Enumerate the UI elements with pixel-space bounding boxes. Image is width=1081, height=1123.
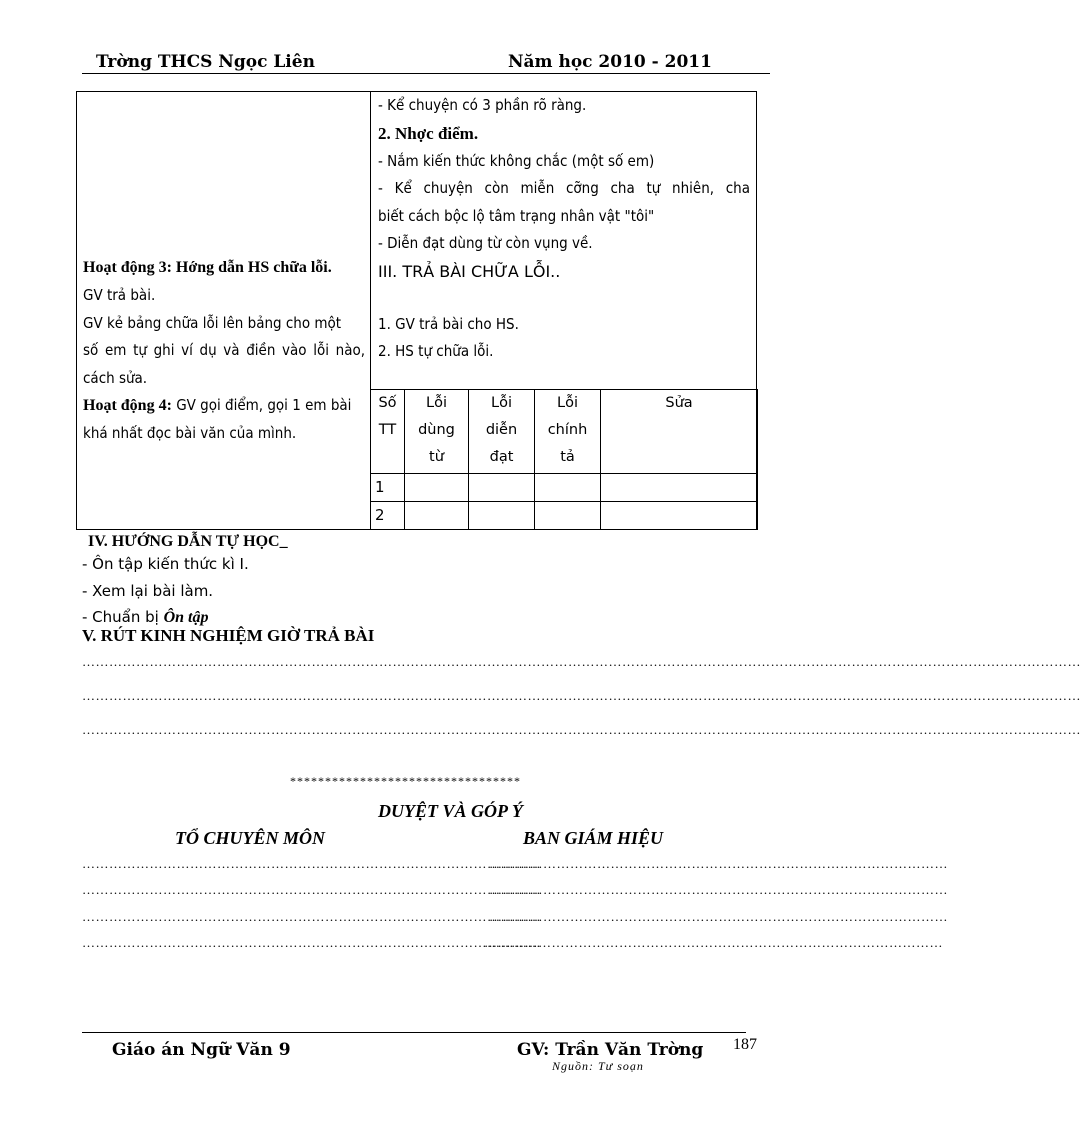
section-4-item: - Ôn tập kiến thức kì I.	[82, 555, 249, 573]
signature-line: …………………………………………………………………………………………	[489, 856, 948, 871]
row-number: 1	[371, 474, 405, 502]
section-5-title: V. RÚT KINH NGHIỆM GIỜ TRẢ BÀI	[82, 626, 375, 645]
footer-rule	[82, 1032, 746, 1033]
content-column	[371, 92, 757, 530]
content-line: - Diễn đạt dùng từ còn vụng về.	[378, 234, 593, 252]
section-4-title: IV. HƯỚNG DẪN TỰ HỌC_	[88, 533, 288, 550]
section-4-item: - Xem lại bài làm.	[82, 582, 214, 600]
error-table	[370, 389, 758, 530]
activity-line: GV kẻ bảng chữa lỗi lên bảng cho một	[83, 313, 342, 332]
content-line: 2. HS tự chữa lỗi.	[378, 342, 494, 360]
header-cell: Lỗi dùng từ	[405, 390, 469, 474]
signature-line: …………………………………………………………………………………………	[82, 856, 541, 871]
table-cell	[601, 502, 758, 530]
lesson-table	[76, 91, 757, 530]
section-3-heading: III. TRẢ BÀI CHỮA LỖI..	[378, 261, 561, 281]
signature-line: …………………………………………………………………………………………	[484, 935, 943, 950]
signature-line: …………………………………………………………………………………………	[489, 909, 948, 924]
header-cell: Lỗi diễn đạt	[469, 390, 535, 474]
activity-line: số em tự ghi ví dụ và điền vào lỗi nào, cách sửa.	[83, 341, 365, 387]
table-cell	[469, 502, 535, 530]
weakness-heading: 2. Nhợc điểm.	[378, 123, 479, 143]
table-cell	[535, 474, 601, 502]
activity-4-text: GV gọi điểm, gọi 1 em bài khá nhất đọc bài văn của mình.	[83, 396, 352, 442]
school-year: Năm học 2010 - 2011	[508, 52, 712, 72]
section-4-item: - Chuẩn bị	[82, 608, 164, 626]
row-number: 2	[371, 502, 405, 530]
table-cell	[469, 474, 535, 502]
content-line: - Kể chuyện có 3 phần rõ ràng.	[378, 96, 587, 114]
table-cell	[405, 474, 469, 502]
header-rule	[82, 73, 770, 74]
separator-stars: *********************************	[290, 774, 521, 788]
table-cell	[535, 502, 601, 530]
header-cell: Sửa	[601, 390, 758, 474]
header-cell: Số TT	[371, 390, 405, 474]
dotted-line: ……………………………………………………………………………………………………………………………………………………………………………………………………	[82, 654, 1081, 669]
source-note: Nguồn: Tư soạn	[552, 1059, 644, 1073]
activity-column	[77, 92, 371, 530]
content-line: - Nắm kiến thức không chắc (một số em)	[378, 151, 655, 170]
review-title: DUYỆT VÀ GÓP Ý	[378, 801, 523, 821]
header-cell: Lỗi chính tả	[535, 390, 601, 474]
review-topic: Ôn tập	[163, 609, 209, 626]
signature-line: …………………………………………………………………………………………	[82, 909, 541, 924]
signature-line: …………………………………………………………………………………………	[82, 935, 541, 950]
footer-author: GV: Trần Văn Trờng	[517, 1040, 704, 1060]
review-left-title: TỔ CHUYÊN MÔN	[175, 828, 326, 848]
content-line: 1. GV trả bài cho HS.	[378, 314, 519, 333]
footer-title: Giáo án Ngữ Văn 9	[112, 1040, 291, 1060]
dotted-line: ……………………………………………………………………………………………………………………………………………………………………………………………………	[82, 688, 1081, 703]
activity-line: GV trả bài.	[83, 286, 156, 304]
table-cell	[405, 502, 469, 530]
review-right-title: BAN GIÁM HIỆU	[523, 828, 664, 848]
table-cell	[601, 474, 758, 502]
dotted-line: ……………………………………………………………………………………………………………………………………………………………………………………………………	[82, 722, 1081, 737]
signature-line: …………………………………………………………………………………………	[489, 882, 948, 897]
content-line: - Kể chuyện còn miễn cỡng cha tự nhiên, cha	[378, 179, 750, 197]
activity-3-title: Hoạt động 3: Hớng dẫn HS chữa lỗi.	[83, 259, 332, 276]
signature-line: …………………………………………………………………………………………	[82, 882, 541, 897]
school-name: Trờng THCS Ngọc Liên	[96, 52, 315, 72]
page-number: 187	[733, 1036, 757, 1053]
activity-4-title: Hoạt động 4:	[83, 397, 172, 414]
content-line: biết cách bộc lộ tâm trạng nhân vật "tôi"	[378, 206, 655, 225]
